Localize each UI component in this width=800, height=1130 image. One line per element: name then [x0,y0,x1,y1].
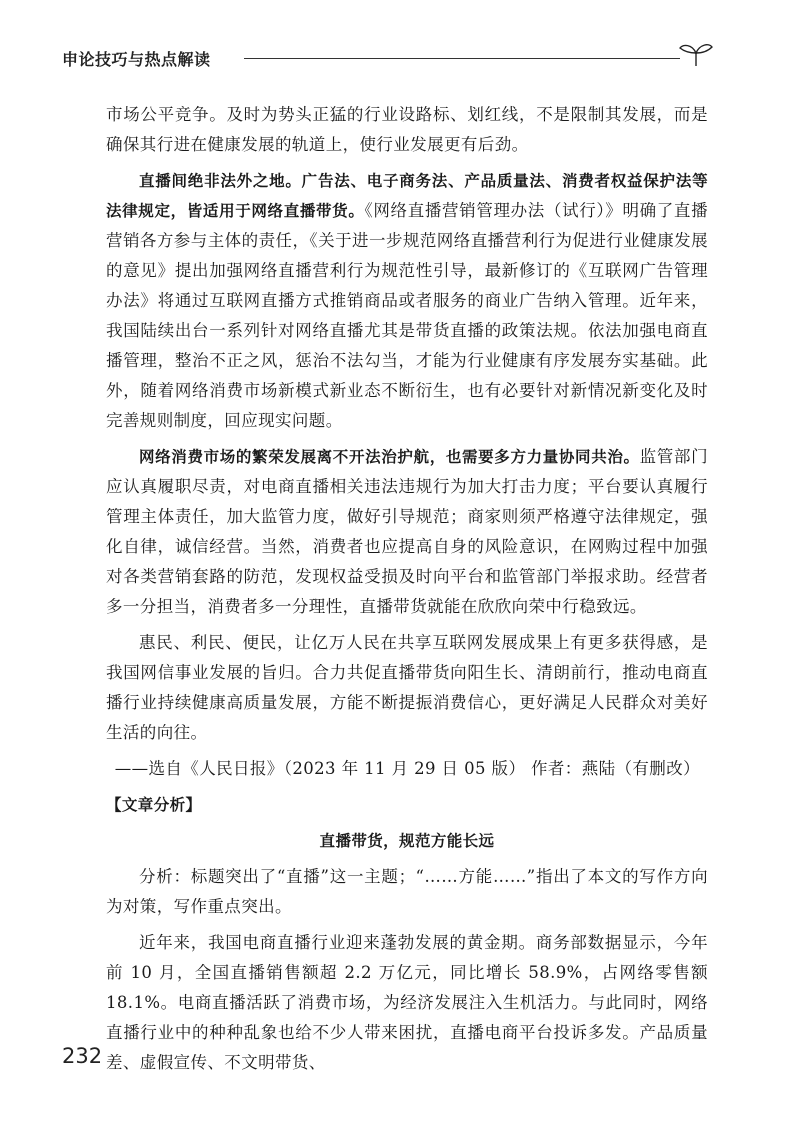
paragraph-2-body: 《网络直播营销管理办法（试行）》明确了直播营销各方参与主体的责任，《关于进一步规范网络直播营利行为促进行业健康发展的意见》提出加强网络直播营利行为规范性引导，最新修订的《互联网广告管理办法》将通过互联网直播方式推销商品或者服务的商业广告纳入管理。近年来，我国陆续出台一系列针对网络直播尤其是带货直播的政策法规。依法加强电商直播管理，整治不正之风，惩治不法勾当，才能为行业健康有序发展夯实基础。此外，随着网络消费市场新模式新业态不断衍生，也有必要针对新情况新变化及时完善规则制度，回应现实问题。 [106,201,708,430]
paragraph-4: 惠民、利民、便民，让亿万人民在共享互联网发展成果上有更多获得感，是我国网信事业发展的旨归。合力共促直播带货向阳生长、清朗前行，推动电商直播行业持续健康高质量发展，方能不断提振消费信心，更好满足人民群众对美好生活的向往。 [106,633,708,742]
sprout-icon [678,40,714,68]
page-body [106,100,708,1084]
analysis-paragraph: 分析：标题突出了“直播”这一主题；“……方能……”指出了本文的写作方向为对策，写作重点突出。 [106,867,708,916]
section-label: 【文章分析】 [106,796,202,814]
paragraph-5: 近年来，我国电商直播行业迎来蓬勃发展的黄金期。商务部数据显示，今年前 10 月，全国直播销售额超 2.2 万亿元，同比增长 58.9%，占网络零售额 18.1%。电商直播活跃了消费市场，为经济发展注入生机活力。与此同时，网络直播行业中的种种乱象也给不少人带来困扰，直播电商平台投诉多发。产品质量差、虚假宣传、不文明带货、 [106,933,708,1072]
paragraph-3 [106,442,708,622]
paragraph-2 [106,166,708,436]
running-header [62,40,742,70]
article-title: 直播带货，规范方能长远 [319,832,495,850]
paragraph-3-body: 监管部门应认真履职尽责，对电商直播相关违法违规行为加大打击力度；平台要认真履行管理主体责任，加大监管力度，做好引导规范；商家则须严格遵守法律规定，强化自律，诚信经营。当然，消费者也应提高自身的风险意识，在网购过程中加强对各类营销套路的防范，发现权益受损及时向平台和监管部门举报求助。经营者多一分担当，消费者多一分理性，直播带货就能在欣欣向荣中行稳致远。 [106,447,708,616]
page-number: 232 [62,1044,103,1068]
paragraph-2-lead: 直播间绝非法外之地。广告法、电子商务法、产品质量法、消费者权益保护法等法律规定，皆适用于网络直播带货。 [106,172,708,220]
header-rule [244,58,680,59]
header-title: 申论技巧与热点解读 [62,50,211,69]
source-citation: ——选自《人民日报》（2023 年 11 月 29 日 05 版） 作者：燕陆（有删改） [114,759,700,778]
paragraph-1: 市场公平竞争。及时为势头正猛的行业设路标、划红线，不是限制其发展，而是确保其行进在健康发展的轨道上，使行业发展更有后劲。 [106,105,708,154]
paragraph-3-lead: 网络消费市场的繁荣发展离不开法治护航，也需要多方力量协同共治。 [139,448,640,466]
